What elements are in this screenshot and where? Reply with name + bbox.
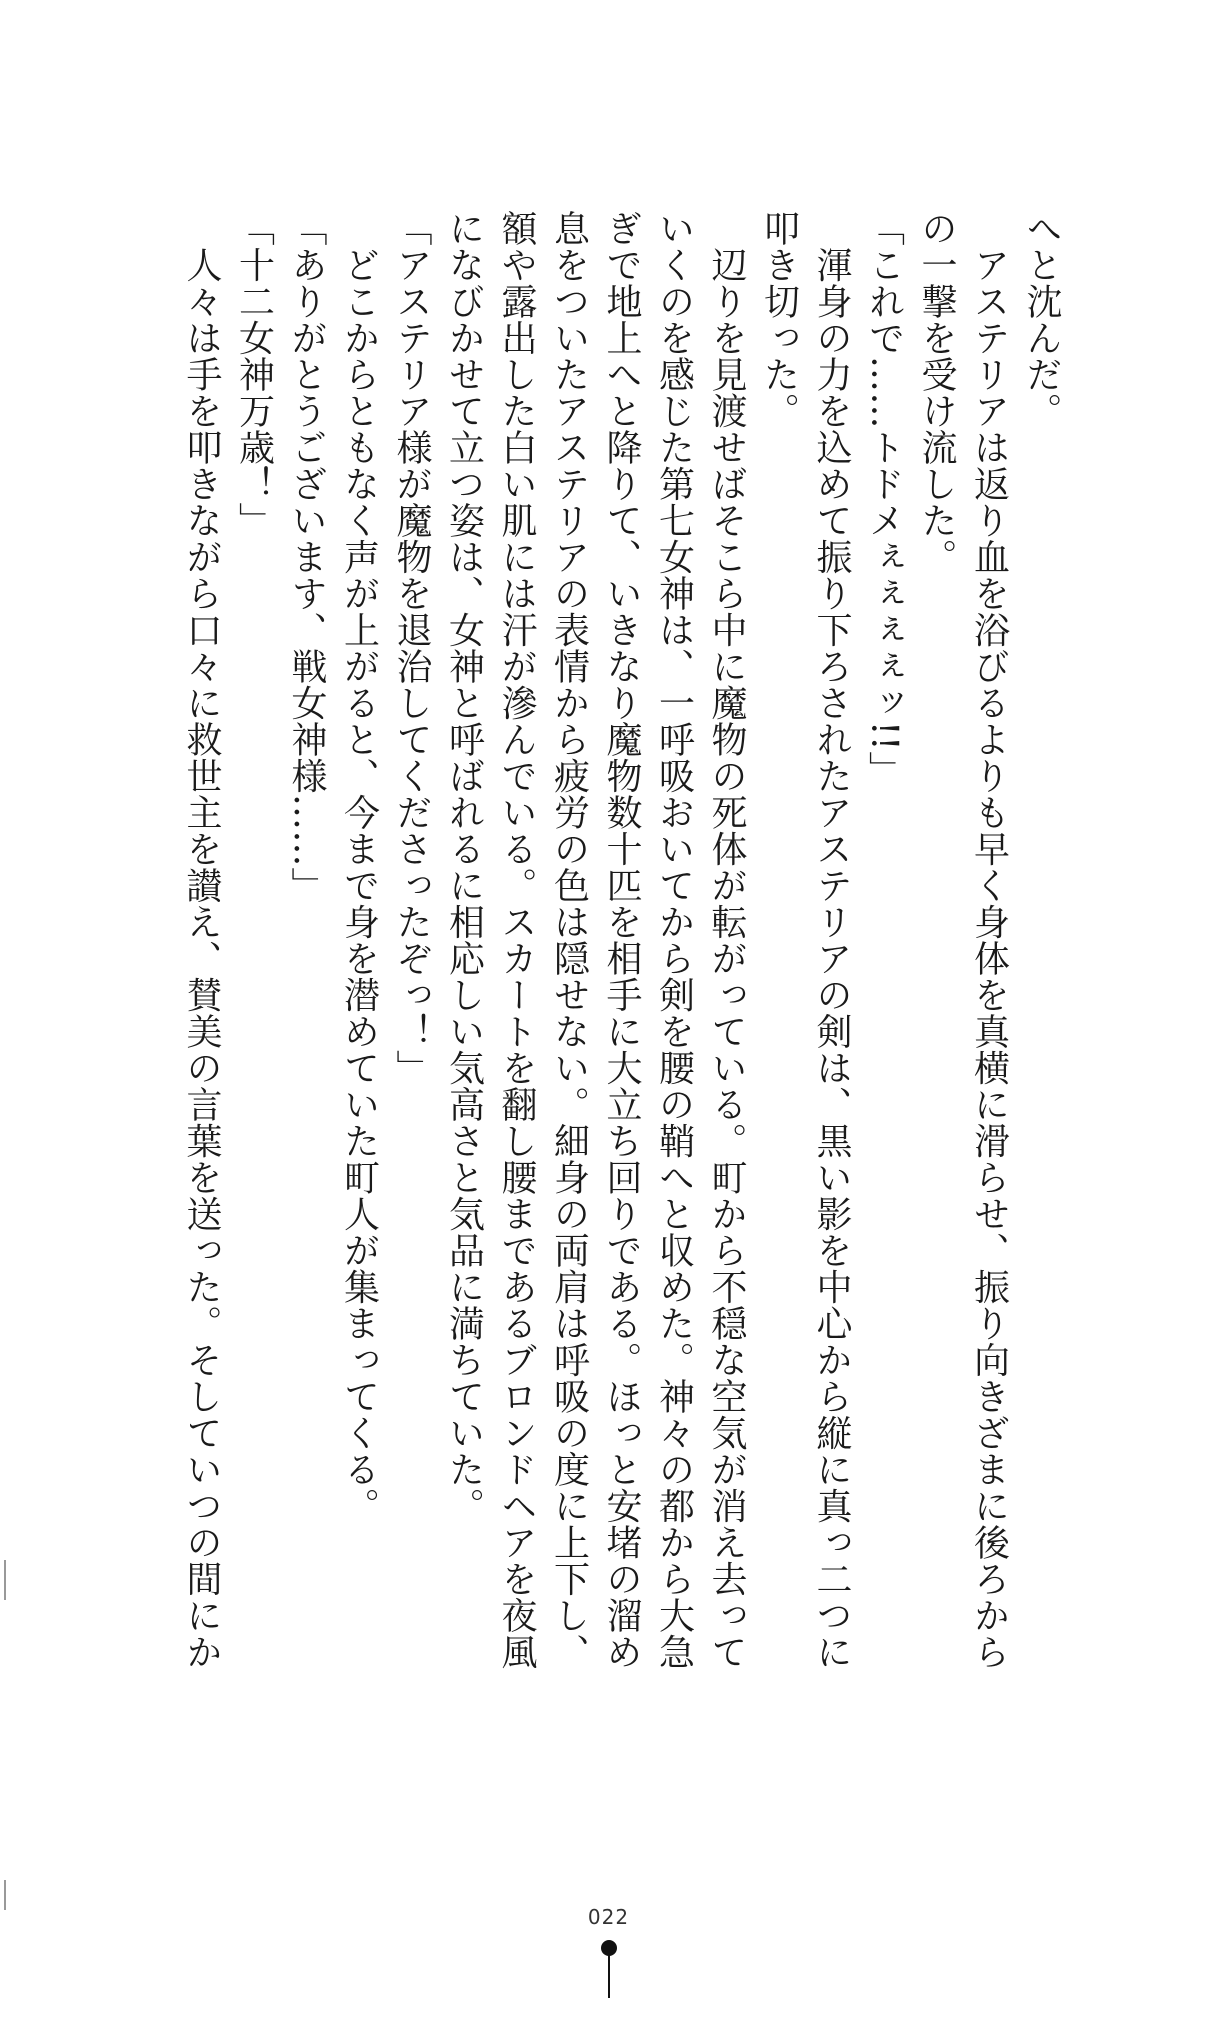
text-line: 「これで……トドメぇぇぇぇッ!!」 <box>863 210 905 788</box>
page-number-ornament-icon <box>601 1940 617 2000</box>
text-line: 額や露出した白い肌には汗が滲んでいる。スカートを翻し腰まであるブロンドヘアを夜風 <box>496 210 537 1670</box>
ornament-stem <box>608 1954 610 1998</box>
text-line: へと沈んだ。 <box>1021 210 1062 429</box>
text-line: 人々は手を叩きながら口々に救世主を讃え、賛美の言葉を送った。そしていつの間にか <box>181 210 222 1670</box>
text-line: の一撃を受け流した。 <box>916 210 957 575</box>
page-number: 022 <box>587 1905 630 1929</box>
text-line: 叩き切った。 <box>758 210 800 429</box>
text-line: 渾身の力を込めて振り下ろされたアステリアの剣は、黒い影を中心から縦に真っ二つに <box>811 210 852 1670</box>
text-line: 辺りを見渡せばそこら中に魔物の死体が転がっている。町から不穏な空気が消え去って <box>706 210 747 1670</box>
text-line: 「アステリア様が魔物を退治してくださったぞっ！」 <box>391 210 432 1086</box>
vertical-text-body <box>107 210 1067 1690</box>
text-line: ぎで地上へと降りて、いきなり魔物数十匹を相手に大立ち回りである。ほっと安堵の溜め <box>601 210 642 1670</box>
scan-edge-mark <box>4 1560 6 1600</box>
text-line: 「ありがとうございます、戦女神様……」 <box>286 210 327 904</box>
text-line: になびかせて立つ姿は、女神と呼ばれるに相応しい気高さと気品に満ちていた。 <box>443 210 485 1524</box>
scan-edge-mark <box>4 1880 6 1910</box>
text-line: いくのを感じた第七女神は、一呼吸おいてから剣を腰の鞘へと収めた。神々の都から大急 <box>653 210 695 1670</box>
text-line: 「十二女神万歳！」 <box>233 210 275 539</box>
text-line: アステリアは返り血を浴びるよりも早く身体を真横に滑らせ、振り向きざまに後ろから <box>968 210 1010 1670</box>
text-line: どこからともなく声が上がると、今まで身を潜めていた町人が集まってくる。 <box>338 210 380 1524</box>
text-line: 息をついたアステリアの表情から疲労の色は隠せない。細身の両肩は呼吸の度に上下し、 <box>548 210 590 1670</box>
